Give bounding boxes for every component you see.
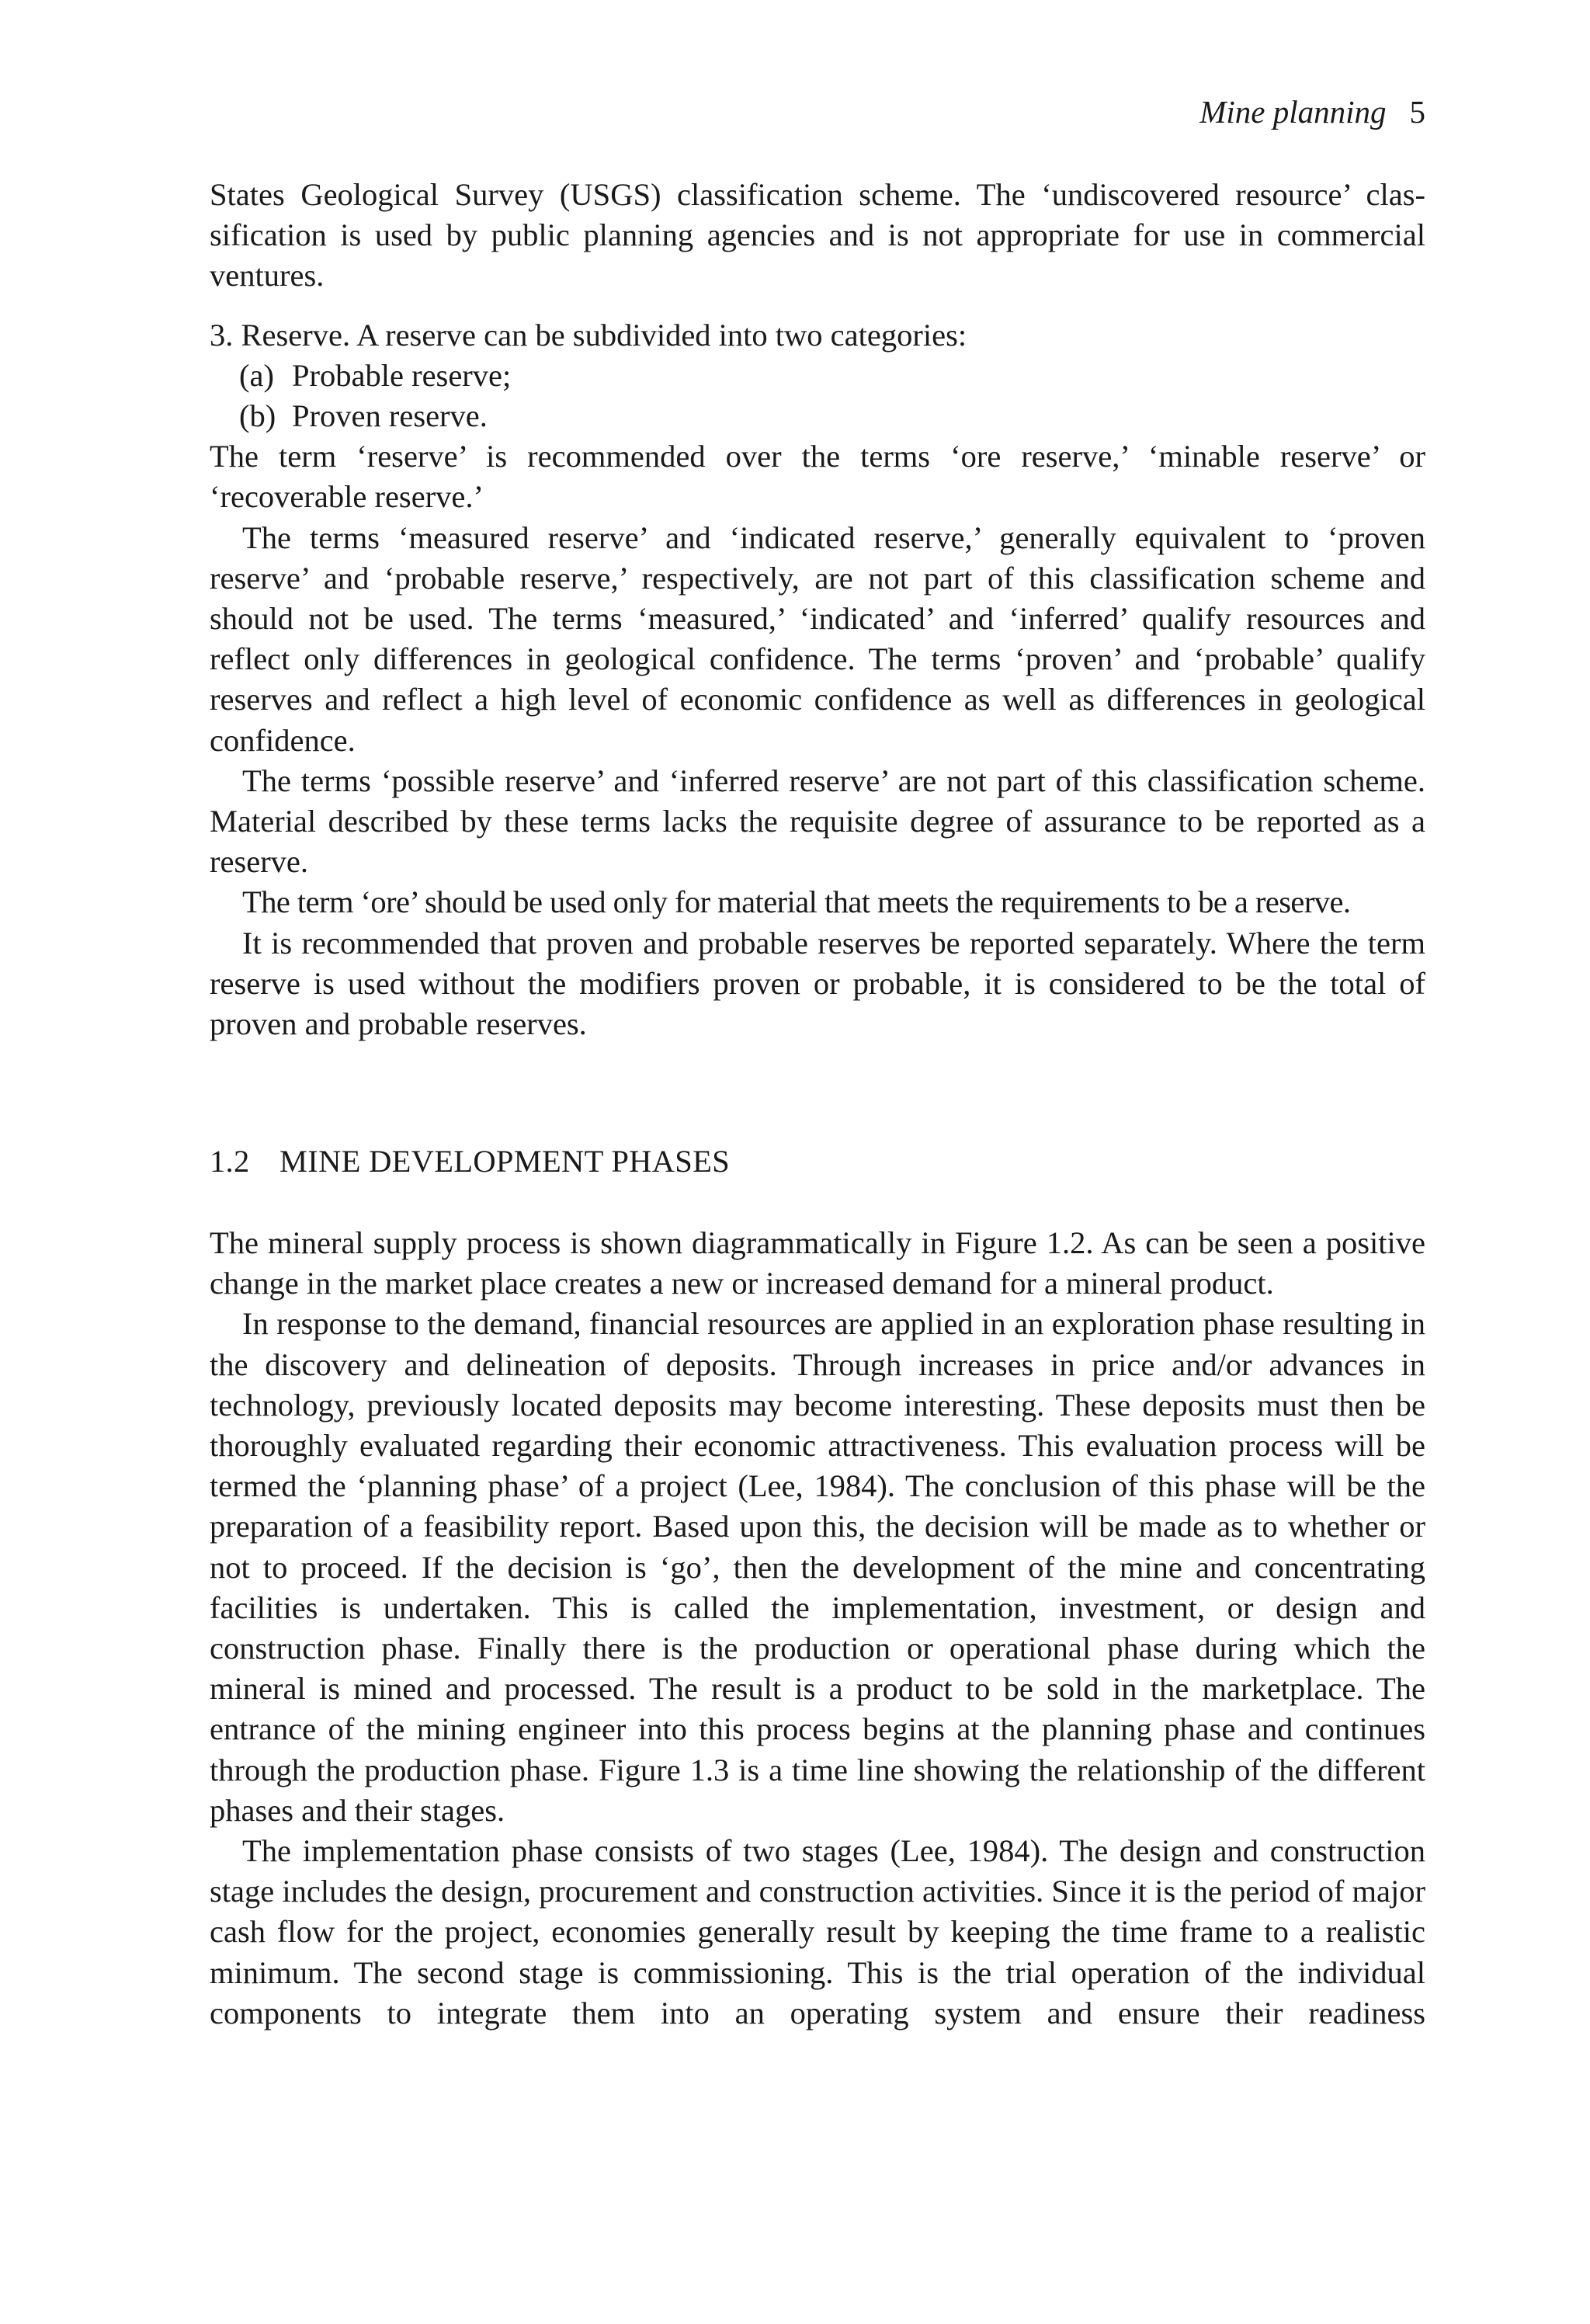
- paragraph-possible-inferred: The terms ‘possible reserve’ and ‘inferred reserve’ are not part of this classification scheme. Material described by these terms lacks the requisite degree of assurance to be reported as a reserve.: [210, 763, 1425, 880]
- list-marker: (b): [239, 398, 276, 434]
- paragraph-usgs: States Geological Survey (USGS) classification scheme. The ‘undiscovered resource’ classification is used by public planning agencies and is not appropriate for use in commercial ventures.: [210, 177, 1425, 294]
- paragraph-term-reserve: The term ‘reserve’ is recommended over the terms ‘ore reserve,’ ‘minable reserve’ or ‘recoverable reserve.’: [210, 439, 1425, 515]
- running-head: [1199, 92, 1425, 132]
- list-marker: (a): [239, 357, 274, 393]
- section-heading: [210, 1141, 730, 1182]
- list-item-probable: [210, 356, 1425, 396]
- list-item-proven: [210, 396, 1425, 436]
- section-body: [210, 1223, 1425, 2034]
- paragraph-reported-separately: It is recommended that proven and probable reserves be reported separately. Where the term reserve is used without the modifiers proven or probable, it is considered to be the total of proven and probable reserves.: [210, 925, 1425, 1042]
- list-item-text: Proven reserve.: [292, 398, 488, 434]
- section-title: MINE DEVELOPMENT PHASES: [279, 1144, 730, 1179]
- paragraph-demand-response: In response to the demand, financial resources are applied in an exploration phase resulting in the discovery and delineation of deposits. Through increases in price and/or advances in technology, previously located deposits may become interesting. These deposits must then be thoroughly evaluated regarding their economic attractiveness. This evaluation process will be termed the ‘planning phase’ of a project (Lee, 1984). The conclusion of this phase will be the preparation of a feasibility report. Based upon this, the decision will be made as to whether or not to proceed. If the decision is ‘go’, then the development of the mine and concentrating facilities is undertaken. This is called the implementation, investment, or design and construction phase. Finally there is the production or operational phase during which the mineral is mined and processed. The result is a product to be sold in the marketplace. The entrance of the mining engineer into this process begins at the planning phase and continues through the production phase. Figure 1.3 is a time line showing the relationship of the different phases and their stages.: [210, 1306, 1425, 1828]
- intro-text: [210, 175, 1425, 1044]
- section-number: 1.2: [210, 1144, 250, 1179]
- list-item-text: Probable reserve;: [292, 357, 512, 393]
- running-head-title: Mine planning: [1199, 94, 1387, 130]
- page-number: 5: [1409, 94, 1425, 130]
- paragraph-measured-indicated: The terms ‘measured reserve’ and ‘indicated reserve,’ generally equivalent to ‘proven reserve’ and ‘probable reserve,’ respectively, are not part of this classification scheme and should not be used. The terms ‘measured,’ ‘indicated’ and ‘inferred’ qualify resources and reflect only differences in geological confidence. The terms ‘proven’ and ‘probable’ qualify reserves and reflect a high level of economic confidence as well as differences in geological confidence.: [210, 519, 1425, 758]
- paragraph-implementation-phase: The implementation phase consists of two stages (Lee, 1984). The design and construction stage includes the design, procurement and construction activities. Since it is the period of major cash flow for the project, economies generally result by keeping the time frame to a realistic minimum. The second stage is commissioning. This is the trial operation of the individual components to integrate them into an operating system and ensure their readiness: [210, 1833, 1425, 2030]
- reserve-heading-line: 3. Reserve. A reserve can be subdivided into two categories:: [210, 317, 967, 353]
- paragraph-mineral-supply: The mineral supply process is shown diagrammatically in Figure 1.2. As can be seen a positive change in the market place creates a new or increased demand for a mineral product.: [210, 1225, 1425, 1301]
- paragraph-term-ore: The term ‘ore’ should be used only for material that meets the requirements to be a reserve.: [242, 884, 1351, 920]
